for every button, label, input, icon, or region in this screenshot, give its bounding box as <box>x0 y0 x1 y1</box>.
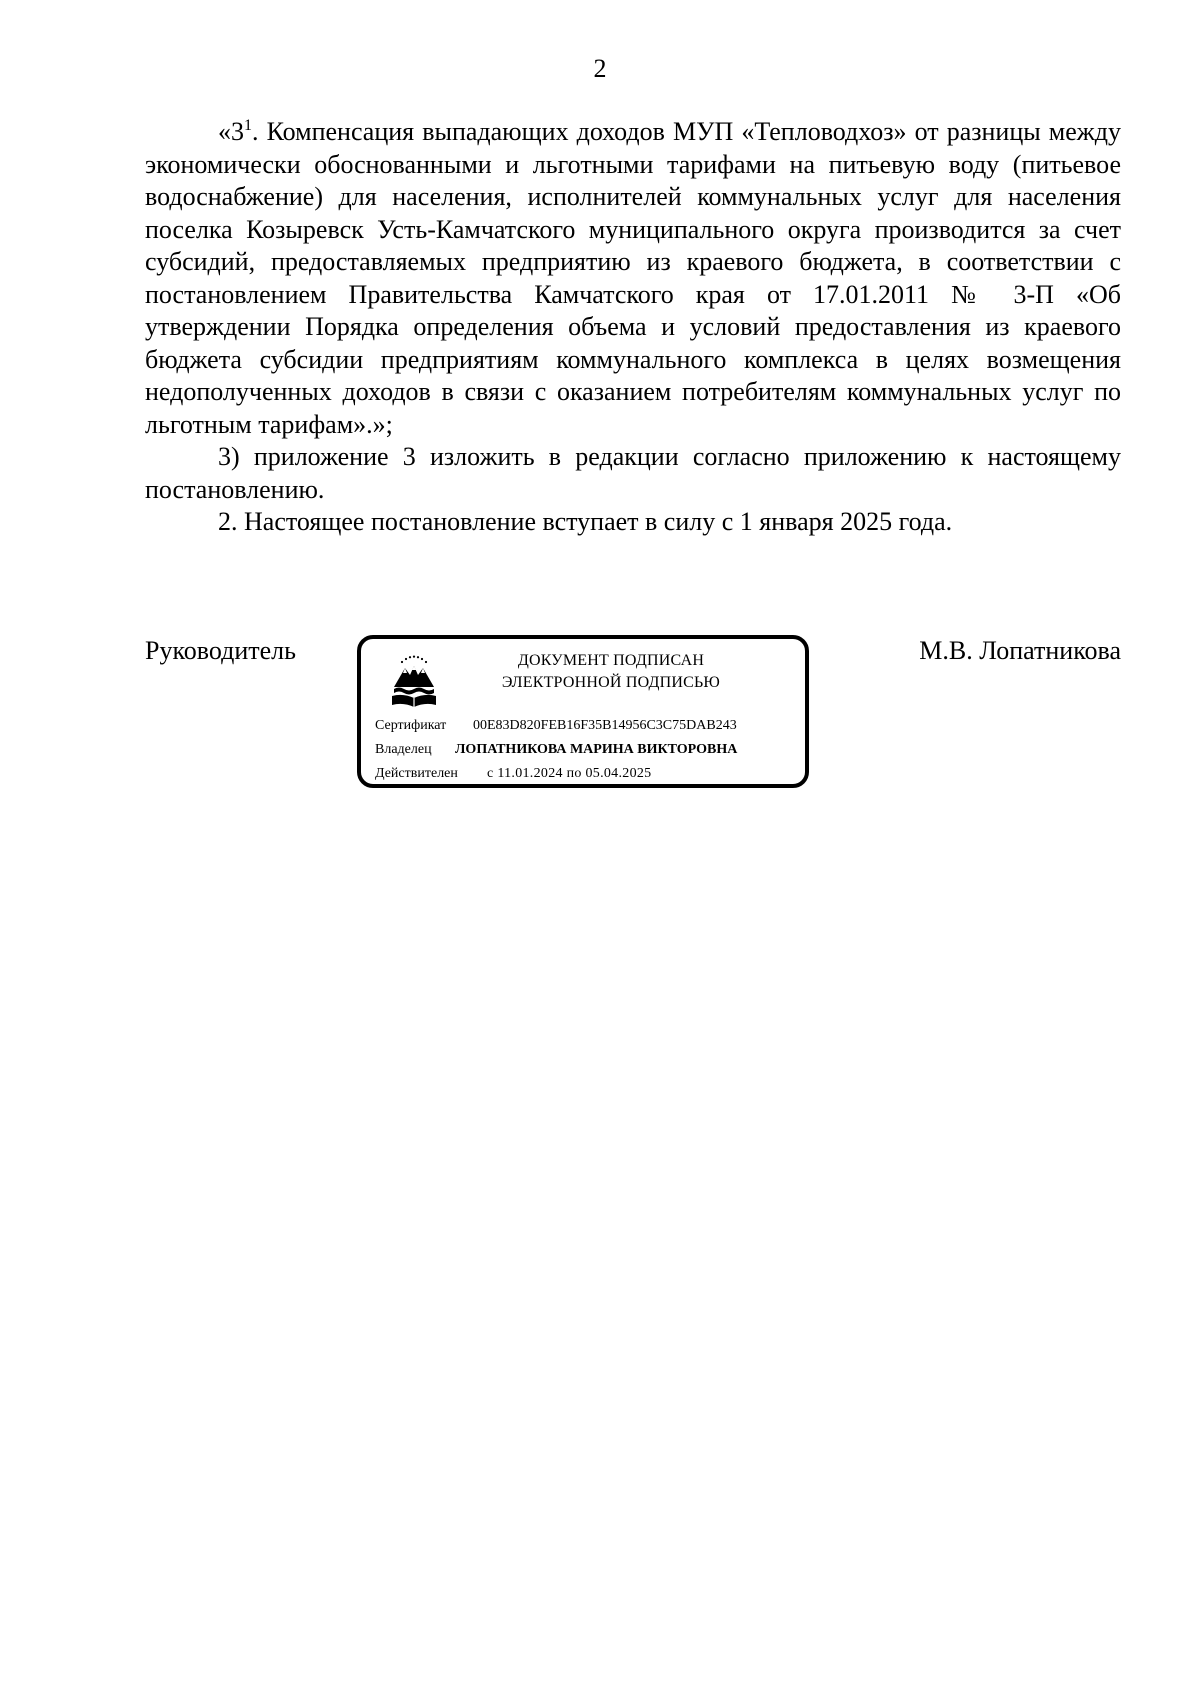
stamp-certificate-row <box>375 717 737 735</box>
signatory-name: М.В. Лопатникова <box>919 636 1121 665</box>
paragraph-compensation-text: . Компенсация выпадающих доходов МУП «Тепловодхоз» от разницы между экономически обоснованными и льготными тарифами на питьевую воду (питьевое водоснабжение) для населения, исполнителей коммунальных услуг для населения поселка Козыревск Усть-Камчатского муниципального округа производится за счет субсидий, предоставляемых предприятию из краевого бюджета, в соответствии с постановлением Правительства Камчатского края от 17.01.2011 № 3-П «Об утверждении Порядка определения объема и условий предоставления из краевого бюджета субсидии предприятиям коммунального комплекса в целях возмещения недополученных доходов в связи с оказанием потребителям коммунальных услуг по льготным тарифам».»; <box>145 117 1121 439</box>
paragraph-lead: «3 <box>218 117 244 146</box>
signature-block <box>0 636 1200 796</box>
signatory-title: Руководитель <box>145 636 296 665</box>
stamp-validity-value: с 11.01.2024 по 05.04.2025 <box>487 766 652 781</box>
stamp-heading-line2: ЭЛЕКТРОННОЙ ПОДПИСЬЮ <box>501 674 721 691</box>
stamp-heading-line1: ДОКУМЕНТ ПОДПИСАН <box>517 652 705 669</box>
stamp-validity-row <box>375 765 652 783</box>
superscript-index: 1 <box>244 117 252 134</box>
stamp-validity-label: Действителен <box>375 766 458 781</box>
paragraph-effective-date: 2. Настоящее постановление вступает в силу с 1 января 2025 года. <box>218 507 953 536</box>
kamchatka-emblem-icon <box>388 653 440 709</box>
page-number: 2 <box>593 54 607 83</box>
stamp-heading <box>481 650 741 694</box>
document-body <box>145 116 1121 539</box>
stamp-owner-value: ЛОПАТНИКОВА МАРИНА ВИКТОРОВНА <box>455 742 738 757</box>
paragraph-appendix: 3) приложение 3 изложить в редакции согласно приложению к настоящему постановлению. <box>145 442 1121 504</box>
stamp-certificate-value: 00E83D820FEB16F35B14956C3C75DAB243 <box>473 718 737 733</box>
paragraph-compensation <box>145 116 1121 441</box>
electronic-signature-stamp <box>357 635 809 788</box>
stamp-owner-label: Владелец <box>375 742 432 757</box>
stamp-owner-row <box>375 741 737 759</box>
stamp-certificate-label: Сертификат <box>375 718 447 733</box>
